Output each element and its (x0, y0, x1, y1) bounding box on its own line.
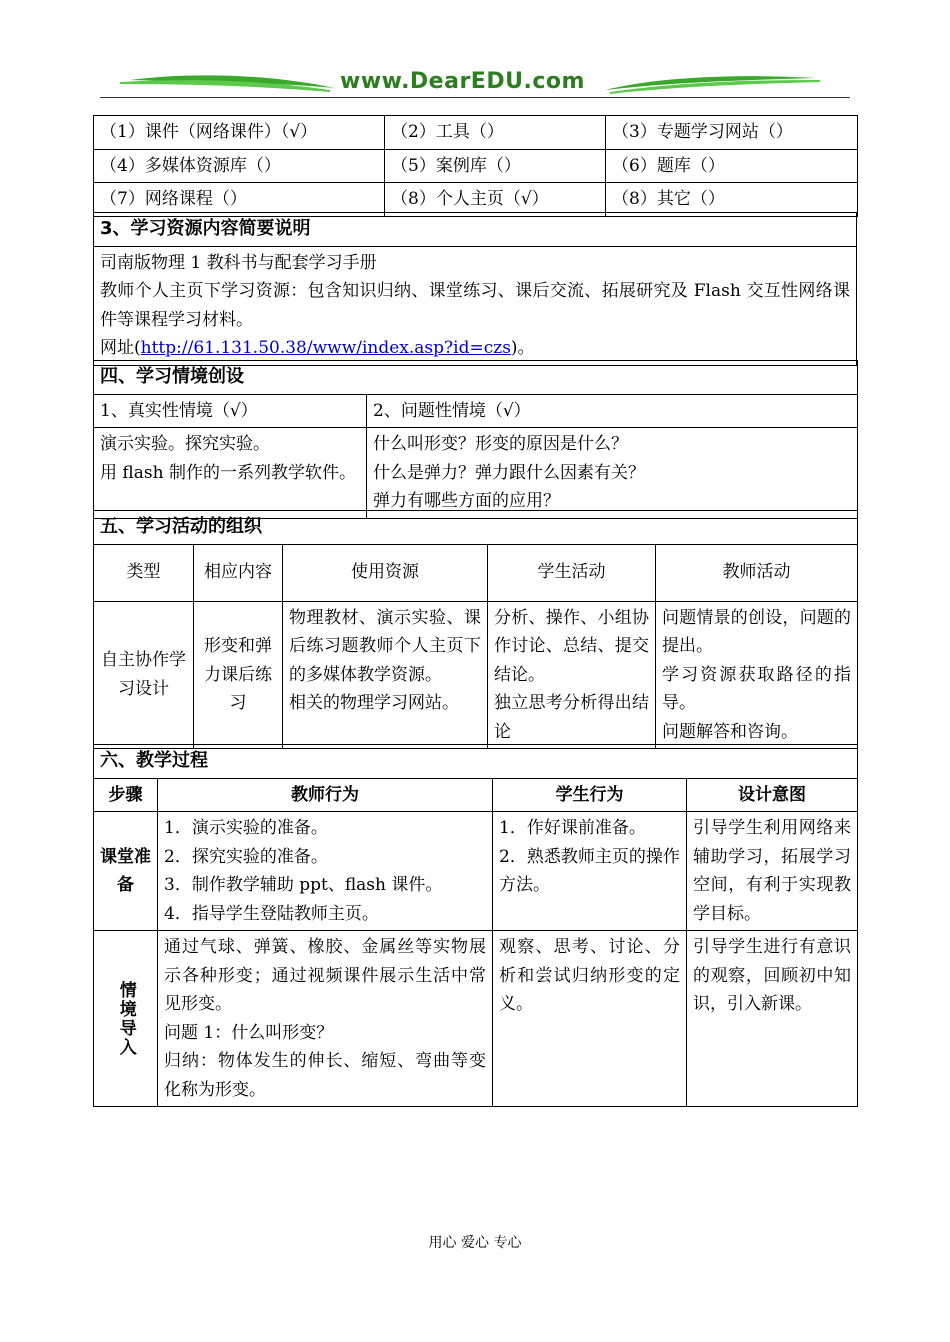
col-header: 设计意图 (687, 778, 858, 812)
text-line: 问题解答和咨询。 (662, 721, 798, 742)
text-line: 相关的物理学习网站。 (289, 693, 459, 713)
student-behavior (493, 931, 687, 1107)
process-row (94, 931, 858, 1107)
teacher-activity (656, 601, 858, 749)
page-header (100, 66, 850, 106)
resource-row (94, 116, 858, 150)
text-line: 3．制作教学辅助 ppt、flash 课件。 (164, 875, 443, 895)
resource-cell: （5）案例库（） (385, 149, 606, 183)
text-line: 1．演示实验的准备。 (164, 818, 328, 838)
text-line: 用 flash 制作的一系列教学软件。 (100, 462, 356, 483)
url-prefix: 网址( (100, 338, 141, 358)
text-line: 演示实验。探究实验。 (100, 434, 270, 454)
resource-cell: （1）课件（网络课件）（√） (94, 116, 385, 150)
section5-table (93, 510, 858, 749)
text-line: 观察、思考、讨论、分析和尝试归纳形变的定义。 (499, 937, 680, 1014)
text-line: 学习资源获取路径的指导。 (662, 664, 851, 713)
section4-table (93, 360, 858, 519)
teacher-behavior (158, 931, 493, 1107)
col-header: 类型 (94, 544, 194, 601)
resource-cell: （8）个人主页（√） (385, 183, 606, 217)
text-line: 2．熟悉教师主页的操作方法。 (499, 846, 680, 895)
step-label: 情境导入 (94, 931, 158, 1107)
text-line: 2．探究实验的准备。 (164, 846, 328, 867)
text-line: 问题情景的创设，问题的提出。 (662, 607, 851, 656)
url-suffix: )。 (510, 338, 535, 358)
section6-table (93, 744, 858, 1107)
section6-title: 六、教学过程 (94, 745, 858, 779)
process-row (94, 812, 858, 931)
col-header: 相应内容 (194, 544, 283, 601)
text-line: 问题 1：什么叫形变？ (164, 1022, 334, 1043)
text-line: 1．作好课前准备。 (499, 818, 646, 838)
header-rule (100, 97, 850, 98)
text-line: 分析、操作、小组协作讨论、总结、提交结论。 (494, 607, 649, 685)
design-intent: 引导学生利用网络来辅助学习，拓展学习空间，有利于实现教学目标。 (687, 812, 858, 931)
col-header: 学生活动 (488, 544, 656, 601)
section3-title: 3、学习资源内容简要说明 (94, 213, 857, 247)
text-line: 弹力有哪些方面的应用？ (373, 491, 560, 511)
resource-url-link[interactable]: http://61.131.50.38/www/index.asp?id=czs (140, 338, 511, 358)
student-behavior (493, 812, 687, 931)
page-footer: 用心 爱心 专心 (428, 1235, 522, 1251)
design-intent: 引导学生进行有意识的观察，回顾初中知识，引入新课。 (687, 931, 858, 1107)
resource-types-table (93, 115, 858, 217)
text-line: 物理教材、演示实验、课后练习题教师个人主页下的多媒体教学资源。 (289, 607, 481, 685)
text-line: 通过气球、弹簧、橡胶、金属丝等实物展示各种形变；通过视频课件展示生活中常见形变。 (164, 937, 486, 1014)
resource-cell: （2）工具（） (385, 116, 606, 150)
section3-body (94, 246, 857, 365)
resource-cell: （3）专题学习网站（） (606, 116, 858, 150)
activity-type: 自主协作学习设计 (94, 601, 194, 749)
col-header: 教师行为 (158, 778, 493, 812)
section4-title: 四、学习情境创设 (94, 361, 858, 395)
resource-cell: （6）题库（） (606, 149, 858, 183)
col-header: 学生行为 (493, 778, 687, 812)
real-situation-body (94, 428, 367, 519)
resource-row (94, 183, 858, 217)
activity-resources (283, 601, 488, 749)
step-label: 课堂准备 (94, 812, 158, 931)
section3-line1: 司南版物理 1 教科书与配套学习手册 (100, 252, 377, 273)
text-line: 归纳：物体发生的伸长、缩短、弯曲等变化称为形变。 (164, 1051, 486, 1100)
section3-url-line (100, 334, 850, 363)
logo-text: www.DearEDU.com (340, 69, 585, 94)
activity-content: 形变和弹力课后练习 (194, 601, 283, 749)
resource-cell: （4）多媒体资源库（） (94, 149, 385, 183)
col-header: 使用资源 (283, 544, 488, 601)
section3-table (93, 212, 857, 366)
text-line: 4．指导学生登陆教师主页。 (164, 903, 379, 924)
text-line: 什么是弹力？弹力跟什么因素有关？ (373, 462, 645, 483)
problem-situation-body (367, 428, 858, 519)
col-header: 步骤 (94, 778, 158, 812)
text-line: 什么叫形变？形变的原因是什么？ (373, 434, 628, 454)
section5-title: 五、学习活动的组织 (94, 511, 858, 545)
resource-row (94, 149, 858, 183)
real-situation-head: 1、真实性情境（√） (94, 394, 367, 428)
student-activity (488, 601, 656, 749)
teacher-behavior (158, 812, 493, 931)
section3-line2: 教师个人主页下学习资源：包含知识归纳、课堂练习、课后交流、拓展研究及 Flash 交互性网络课件等课程学习材料。 (100, 281, 850, 330)
resource-cell: （7）网络课程（） (94, 183, 385, 217)
problem-situation-head: 2、问题性情境（√） (367, 394, 858, 428)
text-line: 独立思考分析得出结论 (494, 693, 649, 742)
resource-cell: （8）其它（） (606, 183, 858, 217)
col-header: 教师活动 (656, 544, 858, 601)
